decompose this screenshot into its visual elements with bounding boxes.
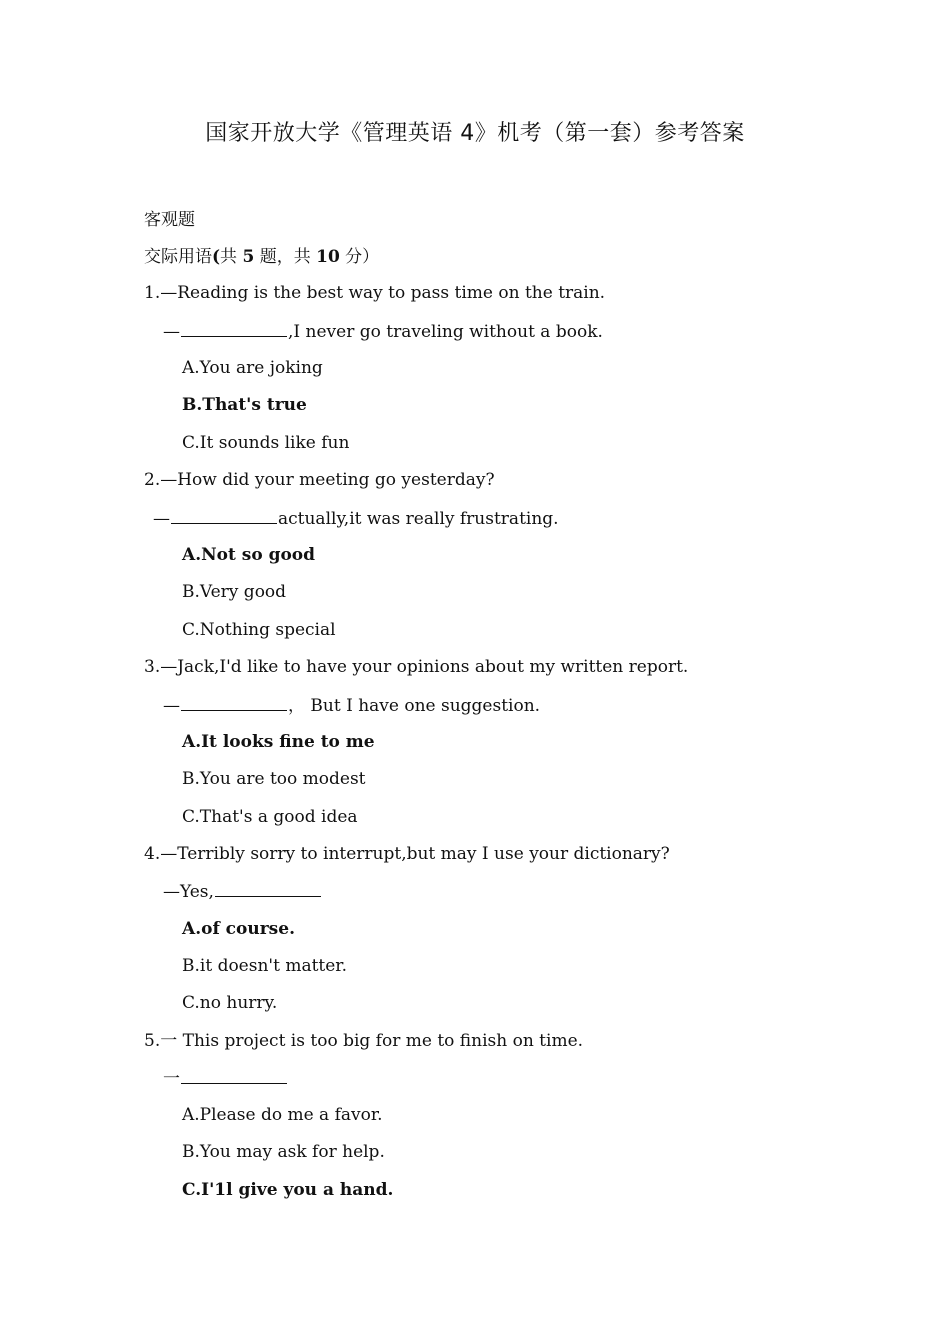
answer-blank — [215, 880, 321, 897]
question-prompt: 2.—How did your meeting go yesterday? — [144, 470, 495, 490]
subsection-count-post: 分） — [339, 247, 380, 267]
question-response — [163, 320, 603, 343]
subsection-count-pre: 共 — [220, 247, 243, 267]
subsection-count-mid: 题，共 — [254, 247, 317, 267]
response-lead: — — [163, 322, 180, 342]
section-heading: 客观题 — [144, 210, 195, 230]
question-prompt: 3.—Jack,I'd like to have your opinions about my written report. — [144, 657, 689, 677]
page-title: 国家开放大学《管理英语 4》机考（第一套）参考答案 — [205, 121, 745, 146]
answer-option: C.That's a good idea — [182, 807, 358, 827]
answer-option: A.Please do me a favor. — [182, 1105, 383, 1125]
answer-option: B.Very good — [182, 582, 287, 602]
question-response — [163, 880, 322, 903]
question-prompt: 1.—Reading is the best way to pass time on the train. — [144, 283, 606, 303]
correct-answer-option: C.I'1l give you a hand. — [182, 1180, 394, 1200]
subsection-paren: ( — [212, 247, 221, 267]
answer-option: B.You may ask for help. — [182, 1142, 385, 1162]
answer-blank — [181, 694, 287, 711]
response-tail: ,I never go traveling without a book. — [288, 322, 603, 342]
answer-option: C.Nothing special — [182, 620, 336, 640]
correct-answer-option: A.Not so good — [182, 545, 316, 565]
question-response — [163, 1067, 288, 1090]
answer-blank — [181, 320, 287, 337]
answer-blank — [171, 507, 277, 524]
question-count: 5 — [242, 247, 255, 267]
response-lead: — — [163, 696, 180, 716]
correct-answer-option: A.of course. — [182, 919, 295, 939]
question-prompt: 4.—Terribly sorry to interrupt,but may I use your dictionary? — [144, 844, 670, 864]
response-lead: — — [153, 509, 170, 529]
total-score: 10 — [316, 247, 340, 267]
response-lead: 一 — [163, 1069, 180, 1089]
question-response — [153, 507, 559, 530]
answer-option: C.no hurry. — [182, 993, 278, 1013]
answer-option: B.You are too modest — [182, 769, 366, 789]
question-response — [163, 694, 540, 717]
response-tail: actually,it was really frustrating. — [278, 509, 559, 529]
response-lead: —Yes, — [163, 882, 214, 902]
subsection-heading — [144, 246, 379, 268]
response-tail: ， But I have one suggestion. — [288, 696, 541, 716]
answer-option: B.it doesn't matter. — [182, 956, 347, 976]
subsection-name: 交际用语 — [144, 247, 212, 267]
answer-blank — [181, 1067, 287, 1084]
question-prompt: 5.一 This project is too big for me to finish on time. — [144, 1031, 584, 1051]
answer-option: C.It sounds like fun — [182, 433, 350, 453]
correct-answer-option: B.That's true — [182, 395, 307, 415]
correct-answer-option: A.It looks fine to me — [182, 732, 375, 752]
answer-option: A.You are joking — [182, 358, 323, 378]
